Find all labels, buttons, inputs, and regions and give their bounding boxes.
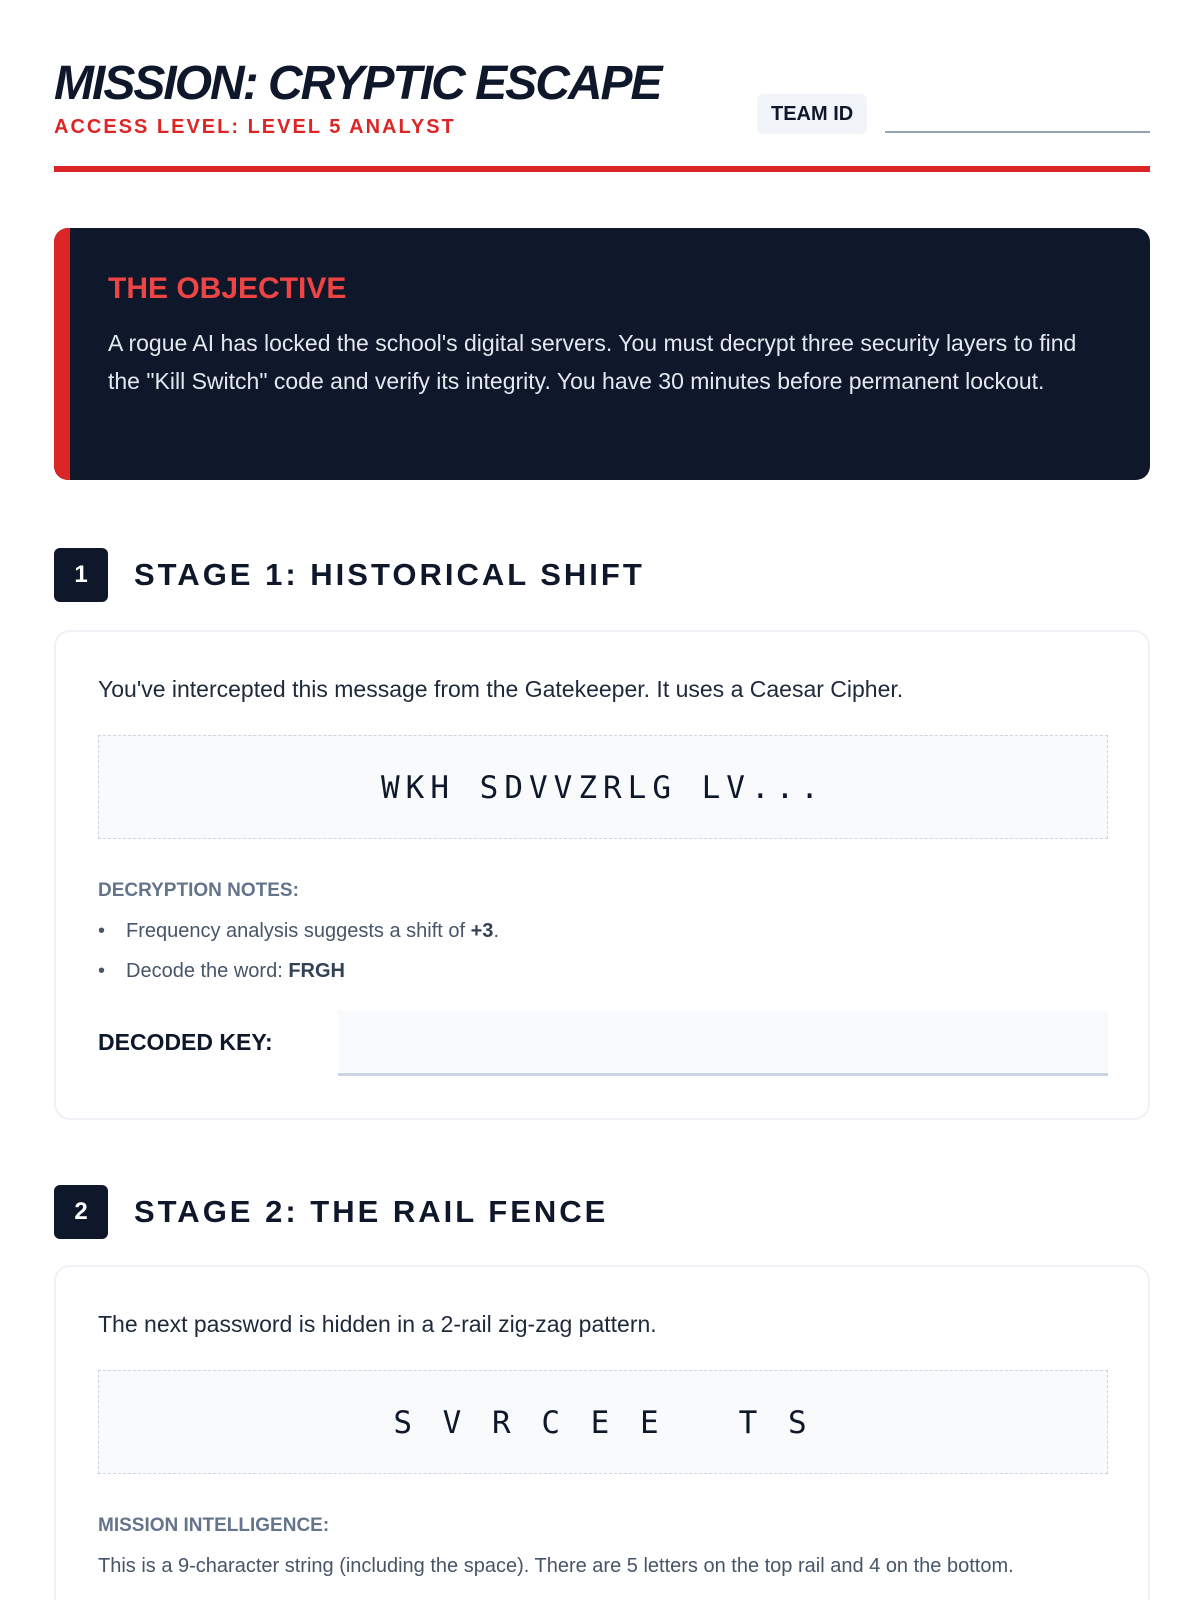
intel-text: This is a 9-character string (including the space). There are 5 letters on the top rail and 4 on the bottom.: [98, 1555, 1014, 1577]
objective-title: THE OBJECTIVE: [108, 272, 347, 305]
header-divider: [54, 166, 1150, 172]
objective-text: A rogue AI has locked the school's digital servers. You must decrypt three security layers to find the "Kill Switch" code and verify its integrity. You have 30 minutes before permanent lockout.: [108, 330, 1077, 394]
team-id-field[interactable]: [885, 131, 1150, 133]
list-item: • Frequency analysis suggests a shift of +3.: [98, 920, 499, 942]
stage-title: STAGE 2: THE RAIL FENCE: [134, 1194, 609, 1229]
stage-2-header: [54, 1185, 754, 1239]
stage-intro: You've intercepted this message from the Gatekeeper. It uses a Caesar Cipher.: [98, 676, 904, 702]
cipher-text: S V R C E E T S: [393, 1405, 813, 1441]
bullet-icon: •: [98, 920, 106, 942]
stage-number-badge: 1: [54, 548, 108, 602]
objective-panel: [54, 228, 1150, 480]
stage-intro: The next password is hidden in a 2-rail zig-zag pattern.: [98, 1311, 657, 1337]
decoded-key-label: DECODED KEY:: [98, 1029, 273, 1055]
stage-title: STAGE 1: HISTORICAL SHIFT: [134, 557, 645, 592]
cipher-box: [98, 735, 1108, 839]
cipher-box: [98, 1370, 1108, 1474]
decoded-key-field[interactable]: [338, 1010, 1108, 1076]
page-header: [54, 56, 1150, 174]
bullet-icon: •: [98, 960, 106, 982]
list-item: • Decode the word: FRGH: [98, 960, 345, 982]
intel-label: MISSION INTELLIGENCE:: [98, 1515, 330, 1536]
access-level: ACCESS LEVEL: LEVEL 5 ANALYST: [54, 116, 456, 138]
objective-accent-bar: [54, 228, 70, 480]
team-id-label: TEAM ID: [757, 94, 867, 134]
stage-1-card: [54, 630, 1150, 1120]
stage-1-header: [54, 548, 754, 602]
notes-label: DECRYPTION NOTES:: [98, 880, 299, 901]
page-title: MISSION: CRYPTIC ESCAPE: [54, 57, 661, 110]
stage-2-card: [54, 1265, 1150, 1600]
cipher-text: WKH SDVVZRLG LV...: [381, 770, 825, 806]
stage-number-badge: 2: [54, 1185, 108, 1239]
